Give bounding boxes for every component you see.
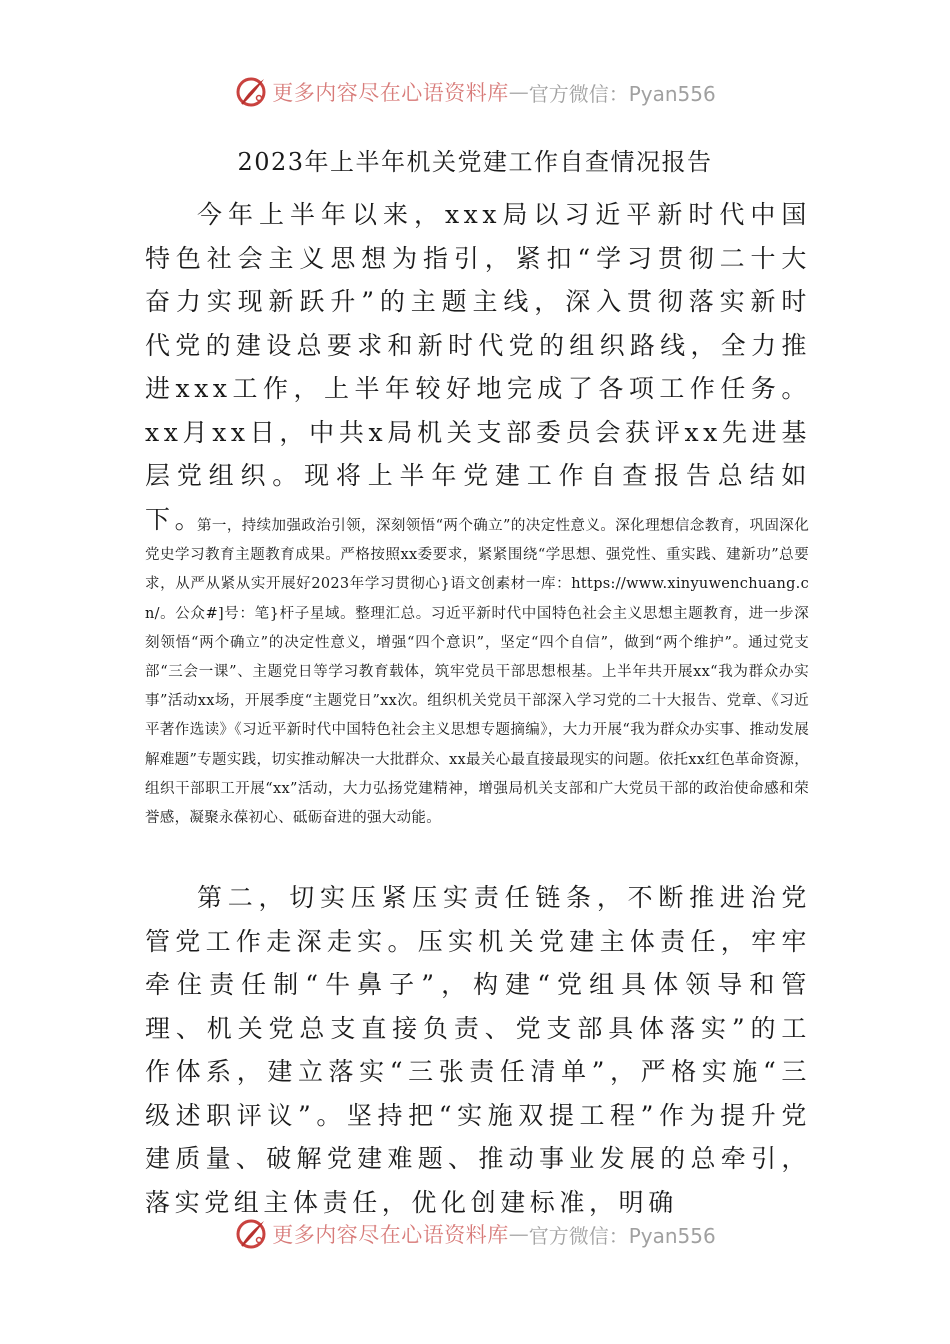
quill-pen-logo-icon: [234, 75, 268, 109]
quill-pen-logo-icon: [234, 1217, 268, 1251]
document-title: 2023年上半年机关党建工作自查情况报告: [237, 148, 713, 176]
watermark-wechat-text: 官方微信：Pyan556: [528, 1223, 716, 1248]
watermark-banner-top: [0, 72, 950, 112]
watermark-separator: —: [508, 80, 529, 104]
watermark-banner-bottom: [0, 1214, 950, 1254]
intro-paragraph: 今年上半年以来，xxx局以习近平新时代中国特色社会主义思想为指引，紧扣“学习贯彻二十大奋力实现新跃升”的主题主线，深入贯彻落实新时代党的建设总要求和新时代党的组织路线，全力推进xxx工作，上半年较好地完成了各项工作任务。xx月xx日，中共x局机关支部委员会获评xx先进基层党组织。现将上半年党建工作自查报告总结如下。: [145, 200, 811, 534]
section-two-paragraph: 第二，切实压紧压实责任链条，不断推进治党管党工作走深走实。压实机关党建主体责任，牢牢牵住责任制“牛鼻子”，构建“党组具体领导和管理、机关党总支直接负责、党支部具体落实”的工作体系，建立落实“三张责任清单”，严格实施“三级述职评议”。坚持把“实施双提工程”作为提升党建质量、破解党建难题、推动事业发展的总牵引，落实党组主体责任，优化创建标准，明确: [145, 883, 811, 1217]
section-one-paragraph: 第一，持续加强政治引领，深刻领悟“两个确立”的决定性意义。深化理想信念教育，巩固深化党史学习教育主题教育成果。严格按照xx委要求，紧紧围绕“学思想、强党性、重实践、建新功”总要求，从严从紧从实开展好2023年学习贯彻心}语文创素材一库：https://www.xinyuwenchuang.cn/。公众#]号：笔}杆子星域。整理汇总。习近平新时代中国特色社会主义思想主题教育，进一步深刻领悟“两个确立”的决定性意义，增强“四个意识”，坚定“四个自信”，做到“两个维护”。通过党支部“三会一课”、主题党日等学习教育载体，筑牢党员干部思想根基。上半年共开展xx“我为群众办实事”活动xx场，开展季度“主题党日”xx次。组织机关党员干部深入学习党的二十大报告、党章、《习近平著作选读》《习近平新时代中国特色社会主义思想专题摘编》，大力开展“我为群众办实事、推动发展解难题”专题实践，切实推动解决一大批群众、xx最关心最直接最现实的问题。依托xx红色革命资源，组织干部职工开展“xx”活动，大力弘扬党建精神，增强局机关支部和广大党员干部的政治使命感和荣誉感，凝聚永葆初心、砥砺奋进的强大动能。: [145, 518, 809, 827]
watermark-separator: —: [508, 1222, 529, 1246]
watermark-wechat-text: 官方微信：Pyan556: [528, 81, 716, 106]
watermark-main-text: 更多内容尽在心语资料库: [272, 1223, 509, 1247]
watermark-main-text: 更多内容尽在心语资料库: [272, 81, 509, 105]
